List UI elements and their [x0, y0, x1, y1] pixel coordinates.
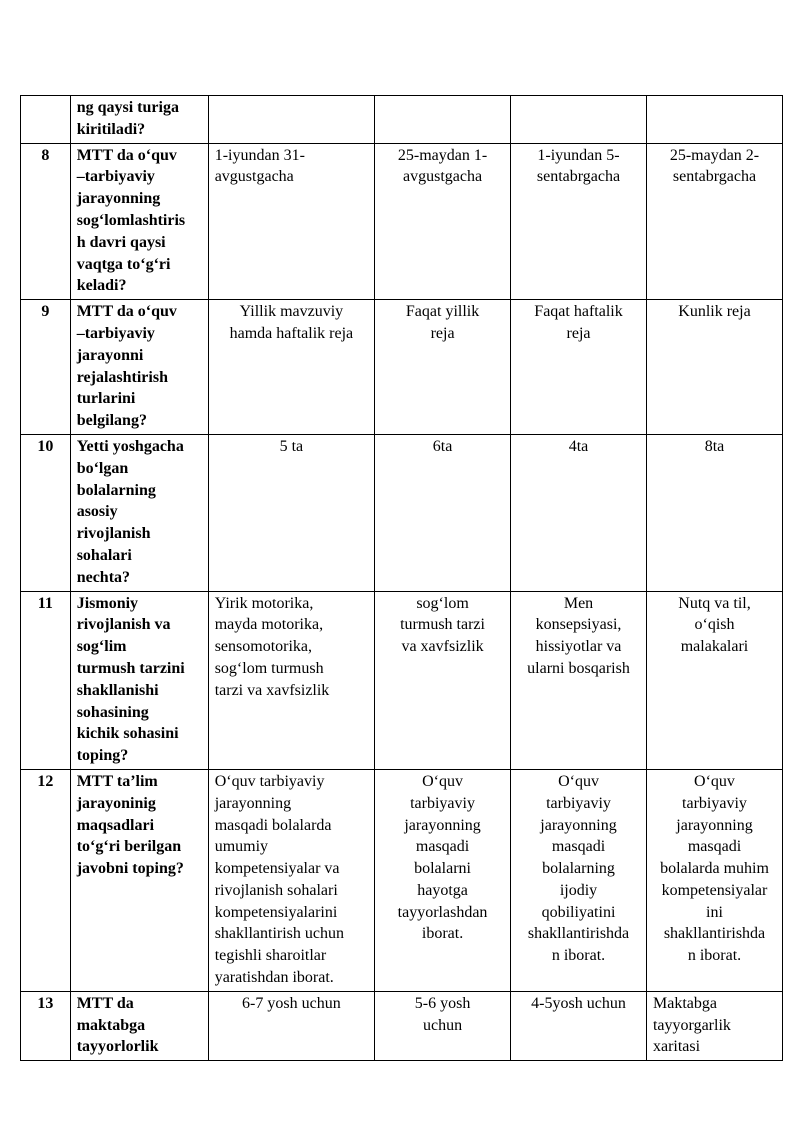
cell-text-line: jarayonning [76, 190, 161, 208]
cell-text-line: masqadi [551, 838, 606, 856]
cell-text-line: xaritasi [652, 1038, 701, 1056]
cell-text-line: 1-iyundan 5- [537, 146, 620, 164]
question-number: 8 [21, 143, 71, 300]
cell-text-line: tarzi va xavfsizlik [214, 681, 330, 699]
cell-text-line: to‘g‘ri berilgan [76, 838, 182, 856]
answer-d [646, 591, 782, 769]
cell-text-line: Kunlik reja [678, 303, 751, 321]
cell-text-line: tayyorgarlik [652, 1016, 731, 1034]
answer-a [208, 591, 374, 769]
cell-text-line: shakllantirish uchun [214, 925, 344, 943]
answer-d [646, 143, 782, 300]
cell-text-line: masqadi [415, 838, 470, 856]
cell-text-line: yaratishdan iborat. [214, 969, 334, 987]
answer-b [375, 300, 511, 435]
cell-text-line: rivojlanish sohalari [214, 881, 338, 899]
cell-text-line: Faqat haftalik [534, 303, 623, 321]
answer-c [511, 96, 647, 144]
cell-text-line: masqadi bolalarda [214, 816, 332, 834]
table-row [21, 96, 783, 144]
cell-text-line: sohasining [76, 703, 149, 721]
cell-text-line: O‘quv [694, 772, 735, 790]
cell-text-line: kompetensiyalar va [214, 860, 340, 878]
cell-text-line: rejalashtirish [76, 368, 168, 386]
cell-text-line: 25-maydan 2- [669, 146, 760, 164]
answer-a [208, 96, 374, 144]
cell-text-line: mayda motorika, [214, 616, 324, 634]
cell-text-line: O‘quv [422, 772, 463, 790]
table-row [21, 434, 783, 591]
cell-text-line: maqsadlari [76, 816, 155, 834]
cell-text-line: avgustgacha [214, 168, 294, 186]
cell-text-line: O‘quv tarbiyaviy [214, 772, 325, 790]
cell-text-line: sog‘lomlashtiris [76, 211, 186, 229]
cell-text-line: 5-6 yosh [414, 994, 471, 1012]
cell-text-line: konsepsiyasi, [535, 616, 622, 634]
answer-b [375, 591, 511, 769]
cell-text-line: sentabrgacha [536, 168, 621, 186]
cell-text-line: rivojlanish va [76, 616, 171, 634]
cell-text-line: bolalarning [542, 860, 615, 878]
cell-text-line: Yirik motorika, [214, 594, 314, 612]
cell-text-line: o‘qish [694, 616, 735, 634]
table-row [21, 769, 783, 991]
cell-text-line: ijodiy [559, 881, 598, 899]
answer-c [511, 991, 647, 1060]
table-row [21, 143, 783, 300]
cell-text-line: toping? [76, 747, 129, 765]
cell-text-line: 25-maydan 1- [397, 146, 488, 164]
answer-d [646, 769, 782, 991]
cell-text-line: bolalarni [414, 860, 471, 878]
cell-text-line: 5 ta [279, 437, 304, 455]
question-number: 9 [21, 300, 71, 435]
cell-text-line: Jismoniy [76, 594, 139, 612]
cell-text-line: sog‘lom turmush [214, 659, 324, 677]
answer-a [208, 434, 374, 591]
cell-text-line: sentabrgacha [672, 168, 757, 186]
cell-text-line: keladi? [76, 277, 127, 295]
answer-d [646, 300, 782, 435]
cell-text-line: reja [566, 324, 591, 342]
question-text [70, 96, 208, 144]
cell-text-line: jarayonning [214, 794, 292, 812]
cell-text-line: sensomotorika, [214, 638, 313, 656]
cell-text-line: MTT ta’lim [76, 772, 158, 790]
cell-text-line: 6-7 yosh uchun [242, 994, 341, 1012]
cell-text-line: n iborat. [551, 947, 606, 965]
answer-c [511, 591, 647, 769]
answer-c [511, 300, 647, 435]
cell-text-line: Nutq va til, [678, 594, 751, 612]
cell-text-line: kompetensiyalar [661, 881, 768, 899]
cell-text-line: qobiliyatini [541, 903, 616, 921]
cell-text-line: tayyorlashdan [397, 903, 488, 921]
cell-text-line: bolalarda muhim [660, 860, 769, 878]
cell-text-line: h davri qaysi [76, 233, 166, 251]
cell-text-line: jarayoninig [76, 794, 156, 812]
question-text [70, 143, 208, 300]
cell-text-line: iborat. [421, 925, 464, 943]
cell-text-line: sohalari [76, 546, 132, 564]
answer-d [646, 434, 782, 591]
answer-a [208, 300, 374, 435]
cell-text-line: sog‘lom [416, 594, 469, 612]
cell-text-line: sog‘lim [76, 638, 127, 656]
table-row [21, 991, 783, 1060]
cell-text-line: bolalarning [76, 481, 156, 499]
cell-text-line: shakllantirishda [527, 925, 630, 943]
cell-text-line: hissiyotlar va [535, 638, 622, 656]
answer-a [208, 991, 374, 1060]
answer-b [375, 769, 511, 991]
cell-text-line: ularni bosqarish [527, 659, 630, 677]
question-number: 13 [21, 991, 71, 1060]
answer-a [208, 769, 374, 991]
cell-text-line: turlarini [76, 390, 136, 408]
cell-text-line: avgustgacha [403, 168, 483, 186]
cell-text-line: kompetensiyalarini [214, 903, 338, 921]
answer-c [511, 143, 647, 300]
cell-text-line: jarayonning [404, 816, 481, 834]
cell-text-line: uchun [423, 1016, 463, 1034]
cell-text-line: 8ta [704, 437, 725, 455]
cell-text-line: kiritiladi? [76, 120, 146, 138]
cell-text-line: nechta? [76, 568, 131, 586]
quiz-table [20, 95, 783, 1061]
cell-text-line: tayyorlorlik [76, 1038, 159, 1056]
cell-text-line: turmush tarzi [400, 616, 485, 634]
cell-text-line: turmush tarzini [76, 659, 185, 677]
answer-b [375, 991, 511, 1060]
cell-text-line: reja [430, 324, 455, 342]
cell-text-line: –tarbiyaviy [76, 324, 155, 342]
table-row [21, 300, 783, 435]
cell-text-line: va xavfsizlik [401, 638, 484, 656]
question-number [21, 96, 71, 144]
cell-text-line: shakllanishi [76, 681, 159, 699]
cell-text-line: jarayonning [676, 816, 753, 834]
cell-text-line: hayotga [417, 881, 468, 899]
cell-text-line: vaqtga to‘g‘ri [76, 255, 171, 273]
cell-text-line: ini [706, 903, 723, 921]
question-number: 12 [21, 769, 71, 991]
cell-text-line: 1-iyundan 31- [214, 146, 305, 164]
cell-text-line: malakalari [680, 638, 749, 656]
cell-text-line: shakllantirishda [663, 925, 766, 943]
cell-text-line: masqadi [687, 838, 742, 856]
answer-c [511, 434, 647, 591]
cell-text-line: Faqat yillik [405, 303, 480, 321]
cell-text-line: hamda haftalik reja [229, 324, 354, 342]
cell-text-line: tarbiyaviy [410, 794, 475, 812]
cell-text-line: MTT da o‘quv [76, 146, 177, 164]
question-number: 10 [21, 434, 71, 591]
cell-text-line: Yetti yoshgacha [76, 437, 184, 455]
question-number: 11 [21, 591, 71, 769]
cell-text-line: jarayonning [540, 816, 617, 834]
answer-a [208, 143, 374, 300]
cell-text-line: tarbiyaviy [546, 794, 611, 812]
answer-c [511, 769, 647, 991]
cell-text-line: jarayonni [76, 346, 144, 364]
cell-text-line: Yillik mavzuviy [239, 303, 344, 321]
answer-b [375, 434, 511, 591]
cell-text-line: 4-5yosh uchun [531, 994, 626, 1012]
question-text [70, 591, 208, 769]
table-row [21, 591, 783, 769]
cell-text-line: rivojlanish [76, 525, 151, 543]
cell-text-line: O‘quv [558, 772, 599, 790]
cell-text-line: bo‘lgan [76, 459, 129, 477]
cell-text-line: belgilang? [76, 412, 147, 430]
cell-text-line: n iborat. [687, 947, 742, 965]
cell-text-line: tarbiyaviy [682, 794, 747, 812]
question-text [70, 769, 208, 991]
cell-text-line: –tarbiyaviy [76, 168, 155, 186]
cell-text-line: javobni toping? [76, 860, 184, 878]
cell-text-line: maktabga [76, 1016, 146, 1034]
cell-text-line: tegishli sharoitlar [214, 947, 327, 965]
cell-text-line: umumiy [214, 838, 269, 856]
answer-d [646, 96, 782, 144]
answer-d [646, 991, 782, 1060]
cell-text-line: Men [563, 594, 594, 612]
cell-text-line: kichik sohasini [76, 725, 179, 743]
question-text [70, 991, 208, 1060]
answer-b [375, 96, 511, 144]
cell-text-line: MTT da [76, 994, 134, 1012]
cell-text-line: MTT da o‘quv [76, 303, 177, 321]
question-text [70, 300, 208, 435]
question-text [70, 434, 208, 591]
cell-text-line: ng qaysi turiga [76, 99, 179, 116]
cell-text-line: 6ta [432, 437, 453, 455]
cell-text-line: 4ta [568, 437, 589, 455]
answer-b [375, 143, 511, 300]
cell-text-line: Maktabga [652, 994, 717, 1012]
cell-text-line: asosiy [76, 503, 118, 521]
